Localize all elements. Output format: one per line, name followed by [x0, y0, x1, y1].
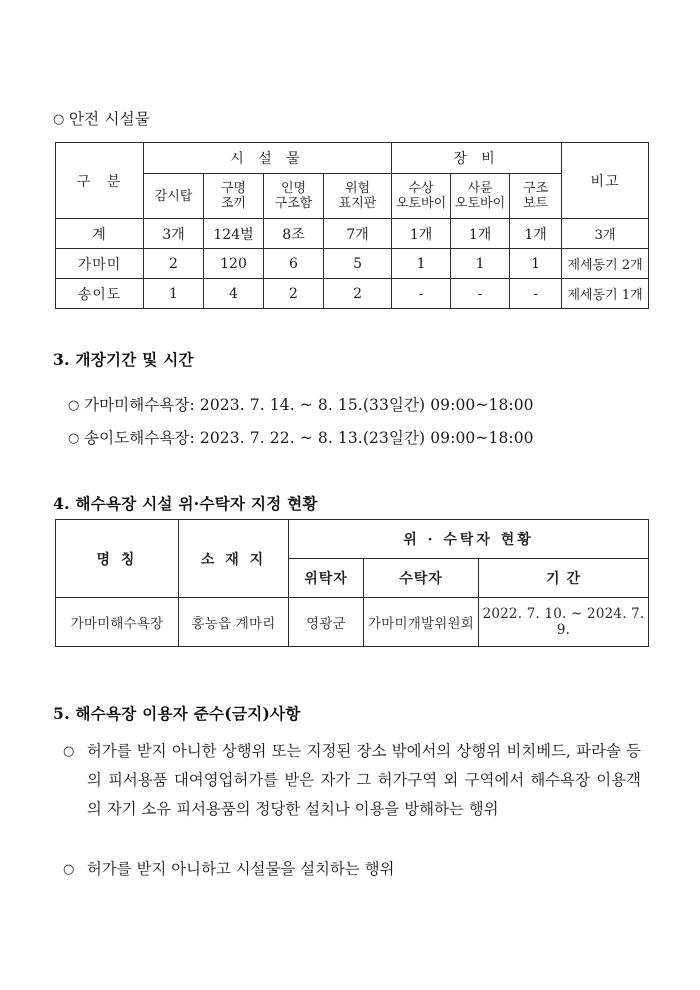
- cell-rescue-boat: 1개: [510, 219, 562, 249]
- header-rescue-boat-line2: 보트: [523, 196, 549, 211]
- cell-rescue-box: 8조: [264, 219, 324, 249]
- cell-danger-sign: 5: [324, 249, 392, 279]
- cell-jetski: 1: [392, 249, 451, 279]
- cell-lifejacket: 120: [204, 249, 264, 279]
- section-3-heading: 3. 개장기간 및 시간: [53, 350, 194, 369]
- row-label: 송이도: [56, 279, 144, 309]
- section-3-item-1-text: 가마미해수욕장: 2023. 7. 14. ~ 8. 15.(33일간) 09:00~18:00: [84, 396, 534, 414]
- table-row: [56, 598, 649, 647]
- cell-period: 2022. 7. 10. ~ 2024. 7. 9.: [479, 598, 649, 647]
- header-rescue-box-line1: 인명: [280, 181, 307, 196]
- section-4-heading: 4. 해수욕장 시설 위·수탁자 지정 현황: [53, 494, 318, 513]
- cell-danger-sign: 7개: [324, 219, 392, 249]
- cell-rescue-boat: 1: [510, 249, 562, 279]
- header-rescue-boat: [510, 174, 562, 219]
- header-watchtower-text: 감시탑: [154, 188, 193, 204]
- bullet-circle-icon: ○: [53, 112, 65, 127]
- header-facilities-group: 시 설 물: [144, 143, 392, 174]
- table-row: [56, 219, 649, 249]
- safety-facilities-table-head: [56, 143, 649, 219]
- cell-rescue-box: 2: [264, 279, 324, 309]
- entrust-status-table-head: [56, 520, 649, 598]
- cell-lifejacket: 4: [204, 279, 264, 309]
- header-equipment-group: 장 비: [392, 143, 562, 174]
- cell-name: 가마미해수욕장: [56, 598, 179, 647]
- header-name: 명 칭: [56, 520, 179, 598]
- header-lifejacket-line1: 구명: [220, 181, 247, 196]
- cell-trustee: 가마미개발위원회: [364, 598, 479, 647]
- header-jetski: [392, 174, 451, 219]
- cell-jetski: -: [392, 279, 451, 309]
- bullet-circle-icon: ○: [63, 744, 75, 759]
- cell-watchtower: 2: [144, 249, 204, 279]
- cell-rescue-boat: -: [510, 279, 562, 309]
- cell-rescue-box: 6: [264, 249, 324, 279]
- header-remarks: 비고: [562, 143, 649, 219]
- section-3-item-2: [68, 426, 534, 448]
- header-entrust-status-group: 위 · 수탁자 현황: [289, 520, 649, 559]
- section-5-item-2: [63, 855, 641, 884]
- header-trustee: 수탁자: [364, 559, 479, 598]
- header-lifejacket: [204, 174, 264, 219]
- table-row: [56, 279, 649, 309]
- header-danger-sign-line2: 표지판: [338, 196, 377, 211]
- bullet-circle-icon: ○: [68, 431, 80, 446]
- header-atv-line1: 사륜: [467, 181, 493, 196]
- cell-remarks: 제세동기 2개: [562, 249, 649, 279]
- bullet-circle-icon: ○: [68, 398, 80, 413]
- table-row: [56, 249, 649, 279]
- section-5-item-1-text: 허가를 받지 아니한 상행위 또는 지정된 장소 밖에서의 상행위 비치베드, 파라솔 등의 피서용품 대여영업허가를 받은 자가 그 허가구역 외 구역에서 해수욕장 이용객의 자기 소유 피서용품의 정당한 설치나 이용을 방해하는 행위: [87, 742, 641, 818]
- cell-watchtower: 1: [144, 279, 204, 309]
- cell-consignor: 영광군: [289, 598, 364, 647]
- table-header-row-groups: [56, 520, 649, 559]
- safety-facilities-table-body: [56, 219, 649, 309]
- header-jetski-line1: 수상: [408, 181, 434, 196]
- header-danger-sign: [324, 174, 392, 219]
- safety-facilities-table: [55, 142, 649, 309]
- header-rescue-box-line2: 구조함: [274, 196, 313, 211]
- cell-location: 홍농읍 계마리: [179, 598, 289, 647]
- header-jetski-line2: 오토바이: [395, 196, 447, 211]
- cell-watchtower: 3개: [144, 219, 204, 249]
- section-5-item-1: [63, 737, 641, 824]
- section-5-heading: 5. 해수욕장 이용자 준수(금지)사항: [53, 704, 301, 723]
- cell-lifejacket: 124벌: [204, 219, 264, 249]
- safety-facilities-heading-text: 안전 시설물: [69, 110, 150, 128]
- header-atv: [451, 174, 510, 219]
- cell-atv: 1개: [451, 219, 510, 249]
- section-3-item-2-text: 송이도해수욕장: 2023. 7. 22. ~ 8. 13.(23일간) 09:00~18:00: [84, 429, 534, 447]
- section-5-item-2-text: 허가를 받지 아니하고 시설물을 설치하는 행위: [87, 860, 395, 878]
- table-header-row-groups: [56, 143, 649, 174]
- header-lifejacket-line2: 조끼: [220, 196, 247, 211]
- header-location: 소 재 지: [179, 520, 289, 598]
- header-period: 기 간: [479, 559, 649, 598]
- cell-atv: -: [451, 279, 510, 309]
- cell-danger-sign: 2: [324, 279, 392, 309]
- table-header-row-subs: [56, 174, 649, 219]
- header-danger-sign-line1: 위험: [344, 181, 371, 196]
- cell-jetski: 1개: [392, 219, 451, 249]
- row-label: 계: [56, 219, 144, 249]
- safety-facilities-heading: [53, 112, 150, 128]
- section-3-item-1: [68, 393, 534, 415]
- cell-atv: 1: [451, 249, 510, 279]
- entrust-status-table-body: [56, 598, 649, 647]
- header-atv-line2: 오토바이: [454, 196, 506, 211]
- bullet-circle-icon: ○: [63, 862, 75, 877]
- cell-remarks: 3개: [562, 219, 649, 249]
- header-gubun: 구 분: [56, 143, 144, 219]
- header-consignor: 위탁자: [289, 559, 364, 598]
- header-rescue-box: [264, 174, 324, 219]
- row-label: 가마미: [56, 249, 144, 279]
- header-rescue-boat-line1: 구조: [523, 181, 549, 196]
- entrust-status-table: [55, 519, 649, 647]
- cell-remarks: 제세동기 1개: [562, 279, 649, 309]
- header-watchtower: [144, 174, 204, 219]
